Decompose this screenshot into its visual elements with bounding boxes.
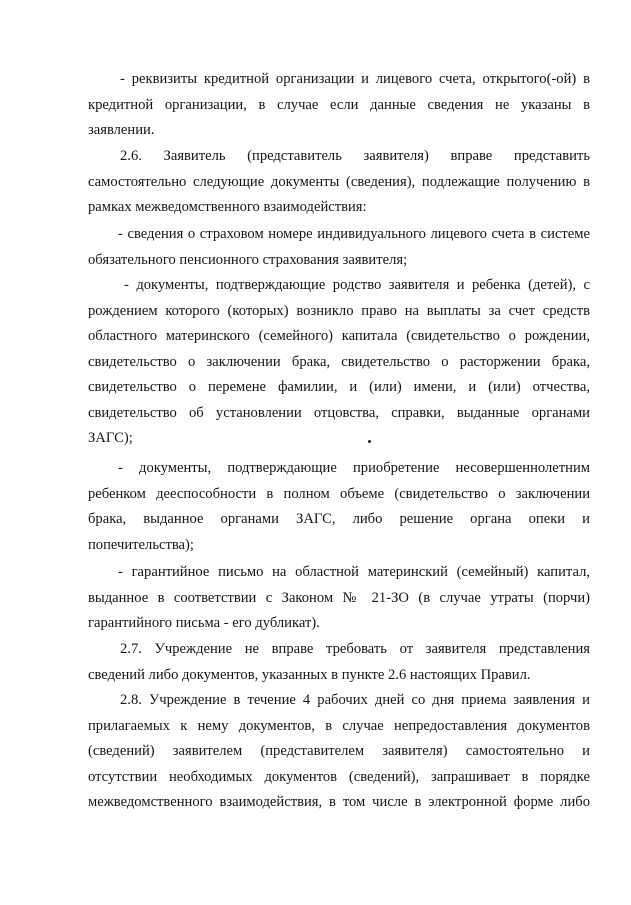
paragraph-2-7: [88, 637, 590, 688]
text-line: 2.7. Учреждение не вправе требовать от заявителя представления: [120, 641, 590, 657]
paragraph-insurance-number: [88, 222, 590, 273]
text-line: самостоятельно следующие документы (сведения), подлежащие получению в: [88, 173, 590, 190]
paragraph-2-6: [88, 144, 590, 221]
paragraph-2-8: [88, 688, 590, 816]
paragraph-bank-details: [88, 67, 590, 144]
paragraph-guarantee-letter: [88, 560, 590, 637]
text-line: - реквизиты кредитной организации и лицевого счета, открытого(-ой) в: [120, 71, 590, 87]
text-line: кредитной организации, в случае если данные сведения не указаны в: [88, 96, 590, 113]
text-line: прилагаемых к нему документов, в случае непредоставления документов: [88, 717, 590, 734]
text-line: свидетельство об установлении отцовства, справки, выданные органами: [88, 404, 590, 421]
text-line: рождением которого (которых) возникло право на выплаты за счет средств: [88, 302, 590, 319]
text-line: сведений либо документов, указанных в пункте 2.6 настоящих Правил.: [88, 666, 531, 683]
text-line: (сведений) заявителем (представителем заявителя) самостоятельно и: [88, 743, 590, 759]
text-line: попечительства);: [88, 536, 194, 553]
text-line: - документы, подтверждающие родство заявителя и ребенка (детей), с: [124, 277, 590, 293]
text-line: 2.8. Учреждение в течение 4 рабочих дней со дня приема заявления и: [120, 692, 590, 708]
text-line: ребенком дееспособности в полном объеме (свидетельство о заключении: [88, 485, 590, 502]
scan-speck: [368, 440, 371, 443]
text-line: свидетельство о заключении брака, свидетельство о расторжении брака,: [88, 353, 590, 370]
paragraph-kinship-documents: [88, 273, 590, 452]
text-line: гарантийного письма - его дубликат).: [88, 615, 320, 631]
text-line: ЗАГС);: [88, 430, 133, 446]
text-line: - сведения о страховом номере индивидуального лицевого счета в системе: [118, 226, 590, 242]
text-line: брака, выданное органами ЗАГС, либо решение органа опеки и: [88, 511, 590, 527]
text-line: выданное в соответствии с Законом № 21-ЗО (в случае утраты (порчи): [88, 589, 590, 606]
paragraph-legal-capacity: [88, 456, 590, 558]
text-line: межведомственного взаимодействия, в том числе в электронной форме либо: [88, 794, 590, 810]
text-line: обязательного пенсионного страхования заявителя;: [88, 251, 408, 268]
text-line: - гарантийное письмо на областной материнский (семейный) капитал,: [118, 564, 590, 580]
text-line: рамках межведомственного взаимодействия:: [88, 199, 367, 215]
text-line: заявлении.: [88, 122, 155, 138]
text-line: отсутствии необходимых документов (сведений), запрашивает в порядке: [88, 768, 590, 785]
text-line: свидетельство о перемене фамилии, и (или) имени, и (или) отчества,: [88, 379, 590, 395]
text-line: 2.6. Заявитель (представитель заявителя) вправе представить: [120, 148, 590, 164]
text-line: - документы, подтверждающие приобретение несовершеннолетним: [118, 460, 590, 476]
text-line: областного материнского (семейного) капитала (свидетельство о рождении,: [88, 328, 590, 344]
